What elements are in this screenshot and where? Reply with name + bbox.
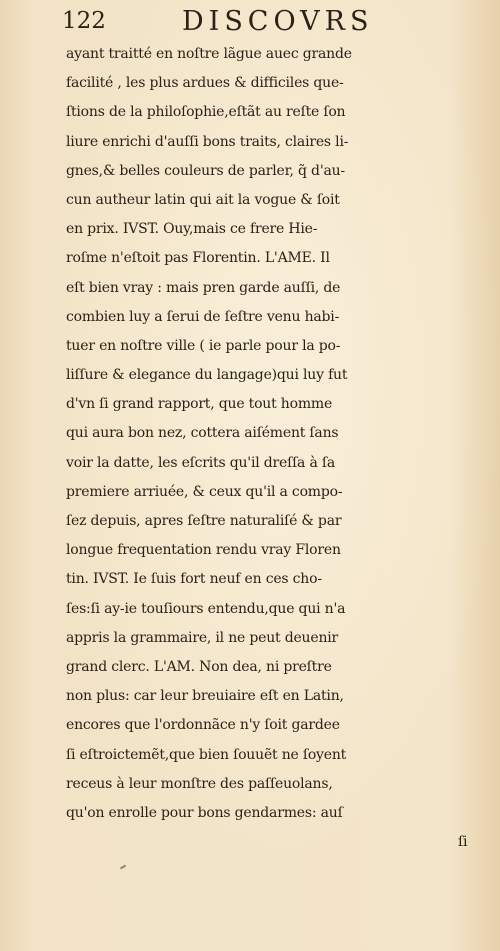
text-line: facilité , les plus ardues & difficiles que- <box>66 75 344 92</box>
text-line: ſez depuis, apres ſeſtre naturaliſé & par <box>66 513 342 529</box>
ink-mark <box>120 865 126 870</box>
text-line: tin. IVST. Ie ſuis fort neuf en ces cho- <box>66 571 322 588</box>
text-line: appris la grammaire, il ne peut deuenir <box>66 629 339 646</box>
text-line: tuer en noſtre ville ( ie parle pour la po- <box>66 337 341 354</box>
text-line: eſt bien vray : mais pren garde auſſi, de <box>66 279 341 296</box>
text-line: encores que l'ordonnãce n'y ſoit gardee <box>66 717 340 734</box>
text-line: ſes:ſi ay-ie touſiours entendu,que qui n'a <box>66 600 346 617</box>
text-line: ſi eſtroictemẽt,que bien ſouuẽt ne ſoyent <box>66 746 347 763</box>
page-header <box>62 6 482 40</box>
text-line: non plus: car leur breuiaire eſt en Latin, <box>66 688 344 705</box>
text-line: ayant traitté en noſtre lãgue auec grande <box>66 46 352 62</box>
text-line: receus à leur monſtre des paſſeuolans, <box>66 775 333 792</box>
text-line: gnes,& belles couleurs de parler, q̃ d'au- <box>66 162 345 179</box>
text-line: liure enrichi d'auſſi bons traits, claires li- <box>66 133 349 150</box>
text-line: d'vn ſi grand rapport, que tout homme <box>66 396 333 413</box>
text-line: qu'on enrolle pour bons gendarmes: auſ <box>66 804 343 821</box>
text-line: ſtions de la philoſophie,eſtãt au reſte ſon <box>66 104 346 121</box>
text-line: combien luy a ſerui de ſeſtre venu habi- <box>66 308 340 325</box>
text-line: roſme n'eſtoit pas Florentin. L'AME. Il <box>66 250 330 267</box>
page-number: 122 <box>62 8 106 34</box>
text-line: qui aura bon nez, cottera aiſément ſans <box>66 425 339 442</box>
text-line: voir la datte, les eſcrits qu'il dreſſa à ſa <box>66 454 335 471</box>
text-line: longue frequentation rendu vray Floren <box>66 542 341 559</box>
catchword: ſi <box>458 834 468 851</box>
text-line: cun autheur latin qui ait la vogue & ſoit <box>66 191 340 208</box>
running-head: DISCOVRS <box>182 6 374 37</box>
text-line: en prix. IVST. Ouy,mais ce frere Hie- <box>66 221 318 238</box>
text-line: liſſure & elegance du langage)qui luy fut <box>66 367 348 384</box>
text-line: grand clerc. L'AM. Non dea, ni preſtre <box>66 658 332 675</box>
body-text <box>66 40 496 857</box>
text-line: premiere arriuée, & ceux qu'il a compo- <box>66 483 343 500</box>
